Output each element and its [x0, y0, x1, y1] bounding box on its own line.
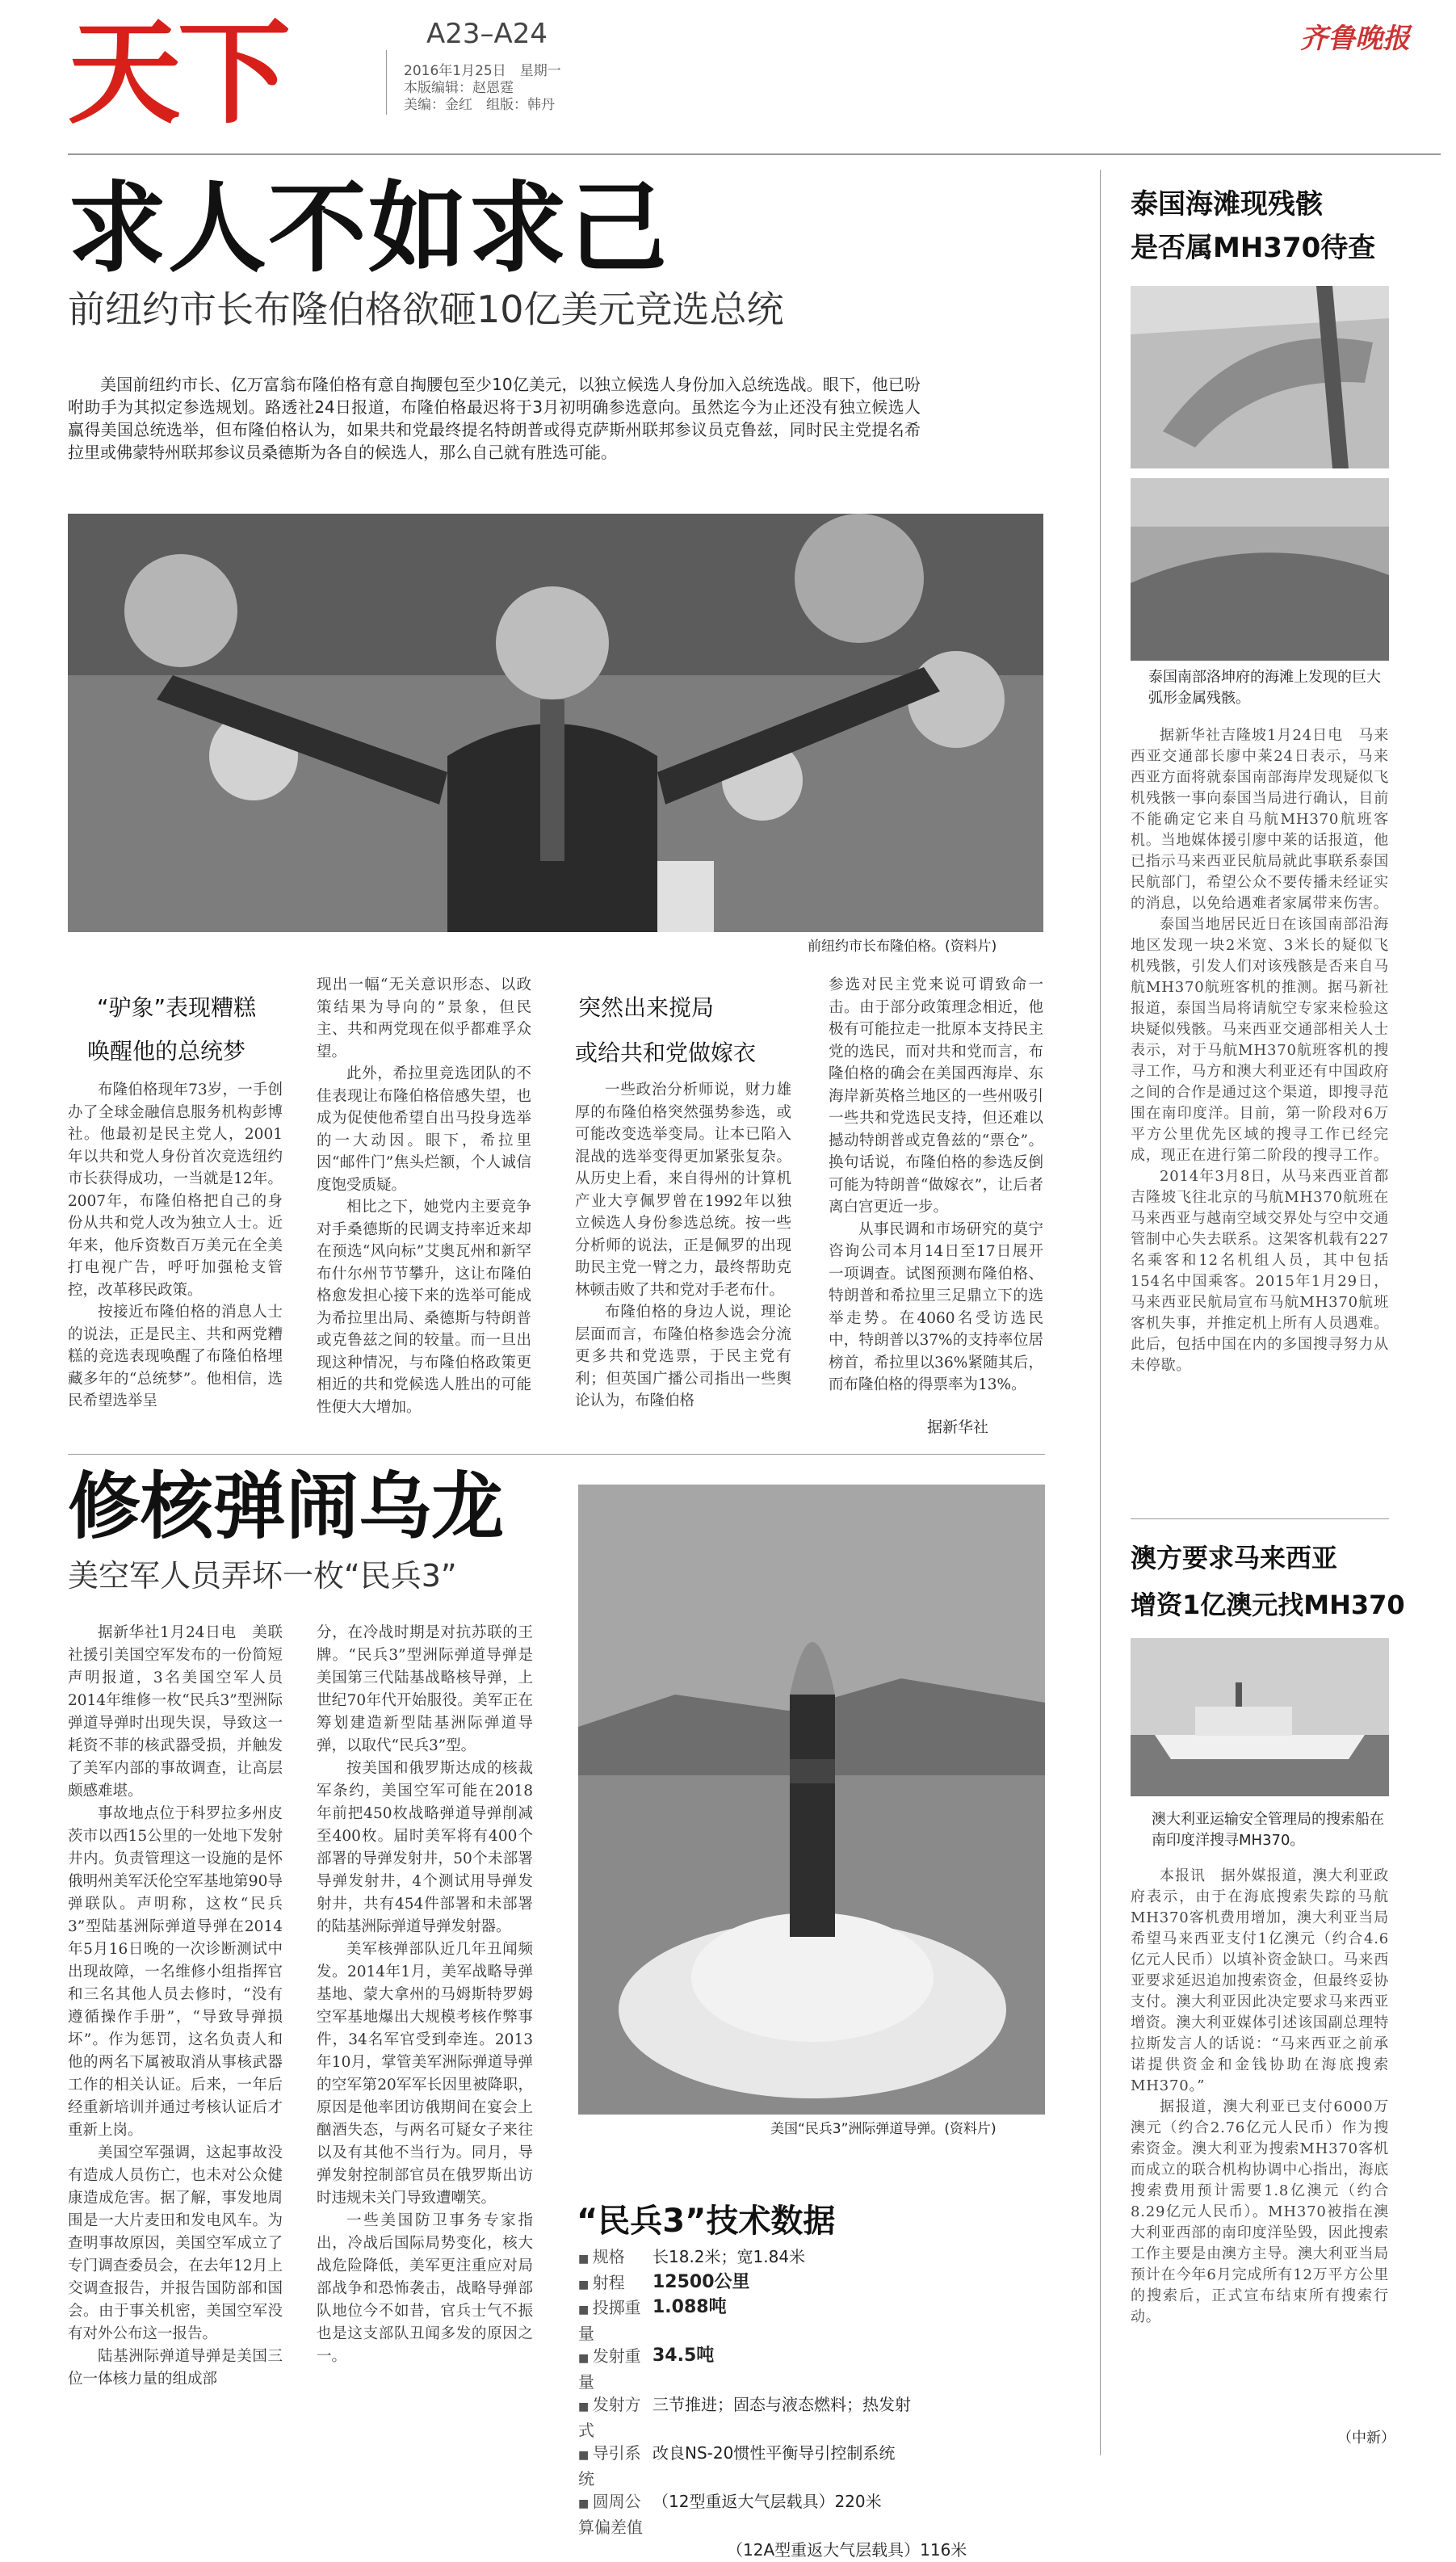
nuke-col-2-p1: 分，在冷战时期是对抗苏联的王牌。“民兵3”型洲际弹道导弹是美国第三代陆基战略核导弹，上世纪70年代开始服役。美军正在筹划建造新型陆基洲际弹道导弹，以取代“民兵3”型。 — [317, 1624, 533, 1754]
lead-bottom-rule — [68, 1454, 1045, 1455]
spec-value: 1.088吨 — [652, 2297, 727, 2317]
bloomberg-photo-caption: 前纽约市长布隆伯格。(资料片) — [808, 939, 997, 955]
lead-byline: 据新华社 — [927, 1418, 989, 1436]
side1-p3: 2014年3月8日，从马来西亚首都吉隆坡飞往北京的马航MH370航班在马来西亚与越南空域交界处与空中交通管制中心失去联系。这架客机载有227名乘客和12名机组人员，其中包括154名中国乘客。2015年1月29日，马来西亚民航局宣布马航MH370航班客机失事，并推定机上所有人员遇难。此后，包括中国在内的多国搜寻努力从未停歇。 — [1131, 1168, 1389, 1374]
spec-value: 改良NS-20惯性平衡导引控制系统 — [652, 2443, 896, 2463]
spec-row — [578, 2271, 1047, 2297]
spec-key: ■ 射程 — [578, 2271, 652, 2297]
side2-p2: 据报道，澳大利亚已支付6000万澳元（约合2.76亿元人民币）作为搜索资金。澳大利亚为搜索MH370客机而成立的联合机构协调中心指出，海底搜索费用预计需要1.8亿澳元（约合8.29亿元人民币）。MH370被指在澳大利亚西部的南印度洋坠毁，因此搜索工作主要是由澳方主导。澳大利亚当局预计在今年6月完成所有12万平方公里的搜索后，正式宣布结束所有搜索行动。 — [1131, 2098, 1389, 2325]
lead-col-3 — [575, 1079, 791, 1413]
spec-row — [578, 2345, 1047, 2393]
lead-subhead-2: 突然出来搅局 — [578, 994, 715, 1021]
nuke-col-2-p2: 按美国和俄罗斯达成的核裁军条约，美国空军可能在2018年前把450枚战略弹道导弹削减至400枚。届时美军将有400个部署的导弹发射井，50个未部署导弹发射井，4个测试用导弹发射井，共有454件部署和未部署的陆基洲际弹道导弹发射器。 — [317, 1760, 533, 1935]
spec-value: 34.5吨 — [652, 2346, 715, 2366]
lead-col-2-p3: 相比之下，她党内主要竞争对手桑德斯的民调支持率近来却在预选“风向标”艾奥瓦州和新罕布什尔州节节攀升，这让布隆伯格愈发担心接下来的选举可能成为希拉里出局、桑德斯与特朗普或克鲁兹之间的较量。而一旦出现这种情况，与布隆伯格政策更相近的共和党候选人胜出的可能性便大大增加。 — [317, 1199, 531, 1416]
debris-photo-2-art — [1131, 478, 1389, 661]
spec-row — [578, 2442, 1047, 2490]
nuke-col-1-p4: 陆基洲际弹道导弹是美国三位一体核力量的组成部 — [68, 2348, 283, 2388]
editor-line: 本版编辑：赵恩霆 — [404, 80, 514, 96]
debris-photo-1 — [1131, 286, 1389, 468]
lead-col-2-p2: 此外，希拉里竞选团队的不佳表现让布隆伯格倍感失望，也成为促使他希望自出马投身选举的一大动因。眼下，希拉里因“邮件门”焦头烂额，个人诚信度饱受质疑。 — [317, 1065, 531, 1194]
lead-subhead-2b: 或给共和党做嫁衣 — [575, 1040, 757, 1066]
side1-p2: 泰国当地居民近日在该国南部沿海地区发现一块2米宽、3米长的疑似飞机残骸，引发人们对该残骸是否来自马航MH370航班客机的推测。据马新社报道，泰国当局将请航空专家来检验这块疑似残骸。马来西亚交通部相关人士表示，对于马航MH370航班客机的搜寻工作，马方和澳大利亚还有中国政府之间的合作是通过这个渠道，即搜寻范围在南印度洋。目前，第一阶段对6万平方公里优先区域的搜寻工作已经完成，现正在进行第二阶段的搜寻工作。 — [1131, 916, 1389, 1164]
spec-row — [578, 2490, 1047, 2539]
lead-col-1 — [68, 1079, 283, 1413]
lead-col-1-p1: 布隆伯格现年73岁，一手创办了全球金融信息服务机构彭博社。他最初是民主党人，2001年以共和党人身份首次竞选纽约市长获得成功，一当就是12年。2007年，布隆伯格把自己的身份从共和党人改为独立人士。近年来，他斥资数百万美元在全美打电视广告，呼吁加强枪支管控，改革移民政策。 — [68, 1082, 283, 1299]
minuteman-photo-caption: 美国“民兵3”洲际弹道导弹。(资料片) — [770, 2121, 997, 2137]
newspaper-logo: 齐鲁晚报 — [1300, 23, 1410, 55]
column-divider — [1100, 170, 1101, 2455]
spec-key: ■ 规格 — [578, 2245, 652, 2271]
edition-meta — [404, 63, 561, 114]
spec-row — [578, 2296, 1047, 2345]
lead-col-3-p2: 布隆伯格的身边人说，理论层面而言，布隆伯格参选会分流更多共和党选票，于民主党有利；但英国广播公司指出一些舆论认为，布隆伯格 — [575, 1304, 791, 1409]
side1-title — [1131, 183, 1375, 270]
side2-body — [1131, 1866, 1389, 2328]
search-ship-photo — [1131, 1638, 1389, 1796]
nuke-col-1-p3: 美国空军强调，这起事故没有造成人员伤亡，也未对公众健康造成危害。据了解，事发地周围是一大片麦田和发电风车。为查明事故原因，美国空军成立了专门调查委员会，在去年12月上交调查报告，并报告国防部和国会。由于事关机密，美国空军没有对外公布这一报告。 — [68, 2144, 283, 2342]
spec-key: ■ 导引系统 — [578, 2442, 652, 2490]
lead-col-1-p2: 按接近布隆伯格的消息人士的说法，正是民主、共和两党糟糕的竞选表现唤醒了布隆伯格埋藏多年的“总统梦”。他相信，选民希望选举呈 — [68, 1304, 283, 1409]
side1-title-line1: 泰国海滩现残骸 — [1131, 188, 1323, 220]
lead-intro-text: 美国前纽约市长、亿万富翁布隆伯格有意自掏腰包至少10亿美元，以独立候选人身份加入总统选战。眼下，他已吩咐助手为其拟定参选规划。路透社24日报道，布隆伯格最迟将于3月初明确参选意向。虽然迄今为止还没有独立候选人赢得美国总统选举，但布隆伯格认为，如果共和党最终提名特朗普或得克萨斯州联邦参议员克鲁兹，同时民主党提名希拉里或佛蒙特州联邦参议员桑德斯为各自的候选人，那么自己就有胜选可能。 — [68, 375, 921, 462]
spec-key: ■ 投掷重量 — [578, 2296, 652, 2345]
specs-title: “民兵3”技术数据 — [577, 2203, 836, 2240]
spec-row — [578, 2393, 1047, 2442]
lead-col-4-p2: 从事民调和市场研究的莫宁咨询公司本月14日至17日展开一项调查。试图预测布隆伯格、特朗普和希拉里三足鼎立下的选举走势。在4060名受访选民中，特朗普以37%的支持率位居榜首，希拉里以36%紧随其后，而布隆伯格的得票率为13%。 — [829, 1220, 1043, 1393]
debris-photo-1-art — [1131, 286, 1389, 468]
lead-title: 求人不如求己 — [68, 171, 669, 286]
section-masthead: 天下 — [68, 8, 288, 140]
minuteman-photo-art — [578, 1485, 1045, 2115]
lead-subhead-1: “驴象”表现糟糕 — [97, 994, 257, 1021]
side-rule — [1131, 1518, 1389, 1519]
spec-spacer — [578, 2539, 727, 2562]
debris-photo-2 — [1131, 478, 1389, 661]
lead-col-2-p1: 现出一幅“无关意识形态、以政策结果为导向的”景象，但民主、共和两党现在似乎都难孚众望。 — [317, 976, 531, 1060]
search-ship-caption: 澳大利亚运输安全管理局的搜索船在南印度洋搜寻MH370。 — [1152, 1811, 1384, 1849]
nuke-col-1-p2: 事故地点位于科罗拉多州皮茨市以西15公里的一处地下发射井内。负责管理这一设施的是怀俄明州美军沃伦空军基地第90导弹联队。声明称，这枚“民兵3”型陆基洲际弹道导弹在2014年5月16日晚的一次诊断测试中出现故障，一名维修小组指挥官和三名其他人员去修时，“没有遵循操作手册”，“导致导弹损坏”。作为惩罚，这名负责人和他的两名下属被取消从事核武器工作的相关认证。后来，一年后经重新培训并通过考核认证后才重新上岗。 — [68, 1805, 283, 2139]
masthead-divider — [386, 50, 387, 115]
minuteman-photo — [578, 1485, 1045, 2115]
spec-value: 三节推进；固态与液态燃料；热发射 — [652, 2395, 911, 2414]
nuke-col-1-p1: 据新华社1月24日电 美联社援引美国空军发布的一份简短声明报道，3名美国空军人员2014年维修一枚“民兵3”型洲际弹道导弹时出现失误，导致这一耗资不菲的核武器受损，并触发了美军内部的事故调查，让高层颇感难堪。 — [68, 1624, 283, 1800]
spec-row — [578, 2539, 1047, 2562]
lead-col-3-p1: 一些政治分析师说，财力雄厚的布隆伯格突然强势参选，或可能改变选举变局。让本已陷入混战的选举变得更加紧张复杂。从历史上看，来自得州的计算机产业大亨佩罗曾在1992年以独立候选人身份参选总统。按一些分析师的说法，正是佩罗的出现助民主党一臂之力，最终帮助克林顿击败了共和党对手老布什。 — [575, 1082, 791, 1299]
side2-title-line1: 澳方要求马来西亚 — [1131, 1543, 1338, 1573]
specs-table — [578, 2245, 1047, 2562]
masthead-rule — [68, 153, 1441, 155]
side2-byline: （中新） — [1337, 2430, 1395, 2446]
spec-key: ■ 圆周公算偏差值 — [578, 2490, 652, 2539]
side2-title-line2: 增资1亿澳元找MH370 — [1131, 1590, 1405, 1620]
design-line: 美编：金红 组版：韩丹 — [404, 97, 555, 113]
lead-col-2 — [317, 974, 531, 1418]
nuke-subtitle: 美空军人员弄坏一枚“民兵3” — [68, 1558, 457, 1594]
debris-caption: 泰国南部洛坤府的海滩上发现的巨大弧形金属残骸。 — [1148, 669, 1381, 707]
date-line: 2016年1月25日 星期一 — [404, 63, 561, 79]
spec-row — [578, 2245, 1047, 2271]
spec-value: 12500公里 — [652, 2271, 750, 2292]
spec-value: 长18.2米；宽1.84米 — [652, 2247, 806, 2266]
lead-col-4 — [829, 974, 1043, 1396]
bloomberg-photo-art — [68, 514, 1043, 932]
nuke-col-1 — [68, 1622, 283, 2391]
spec-key: ■ 发射方式 — [578, 2393, 652, 2442]
bloomberg-photo — [68, 514, 1043, 932]
side1-p1: 据新华社吉隆坡1月24日电 马来西亚交通部长廖中莱24日表示，马来西亚方面将就泰国南部海岸发现疑似飞机残骸一事向泰国当局进行确认，目前不能确定它来自马航MH370航班客机。当地媒体援引廖中莱的话报道，他已指示马来西亚民航局就此事联系泰国民航部门，希望公众不要传播未经证实的消息，以免给遇难者家属带来伤害。 — [1131, 727, 1389, 912]
side2-p1: 本报讯 据外媒报道，澳大利亚政府表示，由于在海底搜索失踪的马航MH370客机费用增加，澳大利亚当局希望马来西亚支付1亿澳元（约合4.6亿元人民币）以填补资金缺口。马来西亚要求延迟追加搜索资金，但最终妥协支付。澳大利亚因此决定要求马来西亚增资。澳大利亚媒体引述该国副总理特拉斯发言人的话说：“马来西亚之前承诺提供资金和金钱协助在海底搜索MH370。” — [1131, 1867, 1389, 2094]
nuke-col-2-p3: 美军核弹部队近几年丑闻频发。2014年1月，美军战略导弹基地、蒙大拿州的马姆斯特罗姆空军基地爆出大规模考核作弊事件，34名军官受到牵连。2013年10月，掌管美军洲际弹道导弹的空军第20军军长因里被降职，原因是他率团访俄期间在宴会上酗酒失态，与两名可疑女子来往以及有其他不当行为。同月，导弹发射控制部官员在俄罗斯出访时违规未关门导致遭嘲笑。 — [317, 1941, 533, 2207]
search-ship-photo-art — [1131, 1638, 1389, 1796]
lead-col-4-p1: 参选对民主党来说可谓致命一击。由于部分政策理念相近，他极有可能拉走一批原本支持民主党的选民，而对共和党而言，布隆伯格的确会在美国西海岸、东海岸新英格兰地区的一些州吸引一些共和党选民支持，但还难以撼动特朗普或克鲁兹的“票仓”。换句话说，布隆伯格的参选反倒可能为特朗普“做嫁衣”，让后者离白宫更近一步。 — [829, 976, 1043, 1216]
spec-value: （12A型重返大气层载具）116米 — [727, 2540, 967, 2560]
nuke-title: 修核弹闹乌龙 — [68, 1464, 504, 1549]
nuke-col-2 — [317, 1622, 533, 2368]
spec-value: （12型重返大气层载具）220米 — [652, 2492, 882, 2511]
spec-key: ■ 发射重量 — [578, 2345, 652, 2393]
nuke-col-2-p4: 一些美国防卫事务专家指出，冷战后国际局势变化，核大战危险降低，美军更注重应对局部战争和恐怖袭击，战略导弹部队地位今不如昔，官兵士气不振也是这支部队丑闻多发的原因之一。 — [317, 2212, 533, 2365]
lead-subhead-1b: 唤醒他的总统梦 — [87, 1038, 246, 1065]
lead-subtitle: 前纽约市长布隆伯格欲砸10亿美元竞选总统 — [68, 288, 784, 331]
page-numbers: A23–A24 — [426, 18, 548, 50]
side2-title — [1131, 1535, 1405, 1628]
side1-title-line2: 是否属MH370待查 — [1131, 232, 1376, 264]
lead-intro — [68, 373, 921, 464]
side1-body — [1131, 725, 1389, 1376]
